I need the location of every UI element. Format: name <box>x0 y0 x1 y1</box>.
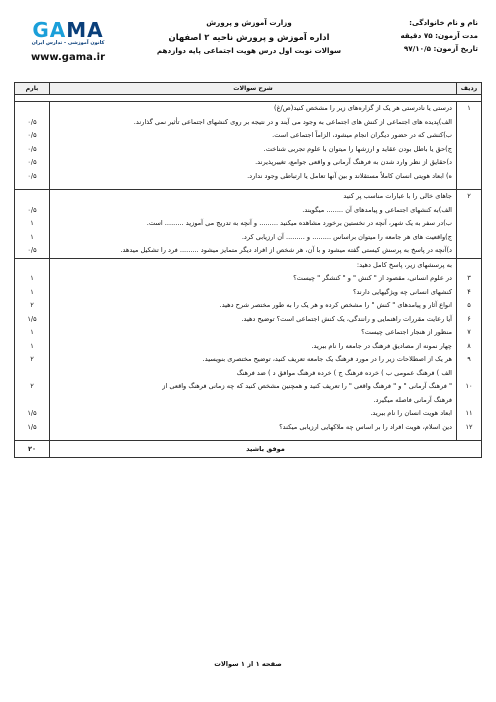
question-line: هر یک از اصطلاحات زیر را در مورد فرهنگ یک جامعه تعریف کنید، توضیح مختصری بنویسید. <box>202 355 452 363</box>
question-number: ۹ <box>467 355 471 363</box>
question-number: ۱۲ <box>465 422 473 431</box>
question-line: آیا رعایت مقررات راهنمایی و رانندگی، یک کنش اجتماعی است؟ توضیح دهید. <box>241 314 452 323</box>
question-line: الف ) فرهنگ عمومی ب ) خرده فرهنگ ج ) خرده فرهنگ موافق د ) ضد فرهنگ <box>236 368 452 377</box>
ministry-name: وزارت آموزش و پرورش <box>206 18 292 27</box>
question-line: در علوم انسانی، مقصود از " کنش " و " کنشگر " چیست؟ <box>293 274 452 282</box>
score: ۰/۵ <box>27 171 37 180</box>
good-luck-text: موفق باشید <box>50 441 482 458</box>
question-line: د)آنچه در پاسخ به پرسش کیستی گفته میشود و با آن، هر شخص از افراد دیگر متمایز میشود ......... فرد را تشکیل میدهد. <box>120 246 452 254</box>
question-line: جاهای خالی را با عبارات مناسب پر کنید <box>343 192 452 200</box>
website-url: www.gama.ir <box>30 52 106 63</box>
logo-tagline: کانون آموزشی - تدارس ایران <box>31 40 105 46</box>
score <box>15 394 49 408</box>
score: ۰/۵ <box>27 205 37 214</box>
header-score: بارم <box>15 83 50 95</box>
duration-label: مدت آزمون: ۷۵ دقیقه <box>400 31 478 40</box>
question-line: چهار نمونه از مصادیق فرهنگ در جامعه را نام ببرید. <box>311 341 452 350</box>
score: ۰/۵ <box>27 158 37 166</box>
office-name: اداره آموزش و پرورش ناحیه ۲ اصفهان <box>168 32 330 42</box>
question-line: ابعاد هویت انسان را نام ببرید. <box>370 409 452 417</box>
score: ۰/۵ <box>27 144 37 153</box>
score: ۰/۵ <box>27 246 37 254</box>
score: ۱/۵ <box>27 422 37 431</box>
question-number: ۲ <box>467 192 471 200</box>
page-footer: صفحه ۱ از ۱ سوالات <box>214 660 282 668</box>
logo-text-part2: MA <box>66 18 104 42</box>
table-footer-row <box>15 441 482 458</box>
question-row-1 <box>15 102 482 190</box>
total-score: ۲۰ <box>15 441 50 458</box>
score <box>15 367 49 381</box>
question-line: الف)پدیده های اجتماعی از کنش های اجتماعی به وجود می آیند و در نتیجه بر روی کنشهای اجتماعی تأثیر نمی گذارند. <box>133 117 452 126</box>
question-line: کنشهای انسانی چه ویژگیهایی دارند؟ <box>352 287 452 296</box>
header-description: شرح سوالات <box>50 83 457 95</box>
score: ۲ <box>30 301 34 309</box>
question-line: منظور از هنجار اجتماعی چیست؟ <box>361 328 452 336</box>
date-label: تاریخ آزمون: ۹۷/۱۰/۵ <box>403 44 478 53</box>
question-line: د)حقایق از نظر وارد شدن به فرهنگ آرمانی و واقعی جوامع، تغییرپذیرند. <box>255 158 452 166</box>
question-line: ه) ابعاد هویتی انسان کاملاً مستقلاند و بین آنها تعامل یا ارتباطی وجود ندارد. <box>247 171 452 180</box>
question-line: ج)واقعیت های هر جامعه را میتوان براساس ......... و ......... آن ارزیابی کرد. <box>241 232 452 241</box>
section-intro: به پرسشهای زیر، پاسخ کامل دهید: <box>356 260 452 269</box>
question-number: ۶ <box>467 314 471 323</box>
header-row-number: ردیف <box>457 83 482 95</box>
score: ۱ <box>30 341 34 350</box>
question-number: ۱۰ <box>465 382 473 390</box>
gama-logo <box>18 18 118 63</box>
score: ۰/۵ <box>27 117 37 126</box>
question-row-2 <box>15 190 482 259</box>
score: ۱/۵ <box>27 409 37 417</box>
question-number: ۱۱ <box>465 409 473 417</box>
question-number <box>457 367 481 381</box>
logo-text-part1: GA <box>32 18 67 42</box>
exam-page <box>14 10 482 458</box>
question-line: فرهنگ آرمانی فاصله میگیرد. <box>373 395 452 404</box>
question-line: ج)حق یا باطل بودن عقاید و ارزشها را میتوان با علوم تجربی شناخت. <box>263 144 452 153</box>
question-line: ب)کنشی که در حضور دیگران انجام میشود، الزاماً اجتماعی است. <box>272 131 452 139</box>
score: ۱ <box>30 328 34 336</box>
exam-title: سوالات نوبت اول درس هویت اجتماعی پایه دوازدهم <box>156 46 342 55</box>
question-number: ۸ <box>467 341 471 350</box>
exam-header <box>14 10 482 82</box>
score <box>15 102 49 116</box>
questions-table <box>14 82 482 458</box>
score: ۲ <box>30 382 34 390</box>
question-line: ب)در سفر به یک شهر، آنچه در نخستین برخورد مشاهده میکنید ......... و آنچه به تدریج می آموزید ......... است. <box>146 219 452 227</box>
score: ۱ <box>30 274 34 282</box>
student-info <box>400 16 478 55</box>
question-number: ۳ <box>467 274 471 282</box>
exam-title-block <box>154 16 344 58</box>
score: ۱ <box>30 287 34 296</box>
score: ۰/۵ <box>27 131 37 139</box>
question-number <box>457 394 481 408</box>
score: ۲ <box>30 355 34 363</box>
question-line: " فرهنگ آرمانی " و " فرهنگ واقعی " را تعریف کنید و همچنین مشخص کنید که چه زمانی فرهنگ واقعی از <box>162 382 452 390</box>
question-line: دین اسلام، هویت افراد را بر اساس چه ملاکهایی ارزیابی میکند؟ <box>279 422 452 431</box>
question-number: ۱ <box>467 104 471 112</box>
question-line: درستی یا نادرستی هر یک از گزاره‌های زیر را مشخص کنید(ص/غ) <box>274 104 452 112</box>
score <box>15 190 49 204</box>
question-row-3-12 <box>15 258 482 441</box>
score: ۱ <box>30 232 34 241</box>
score: ۱/۵ <box>27 314 37 323</box>
question-line: الف)به کنشهای اجتماعی و پیامدهای آن ........ میگویند. <box>302 205 452 214</box>
question-number: ۷ <box>467 328 471 336</box>
score: ۱ <box>30 219 34 227</box>
table-header-row <box>15 83 482 95</box>
question-number: ۵ <box>467 301 471 309</box>
name-label: نام و نام خانوادگی: <box>409 18 478 27</box>
spacer-row <box>15 95 482 102</box>
question-line: انواع آثار و پیامدهای " کنش " را مشخص کرده و هر یک را به طور مختصر شرح دهید. <box>219 301 452 309</box>
question-number: ۴ <box>467 287 471 296</box>
